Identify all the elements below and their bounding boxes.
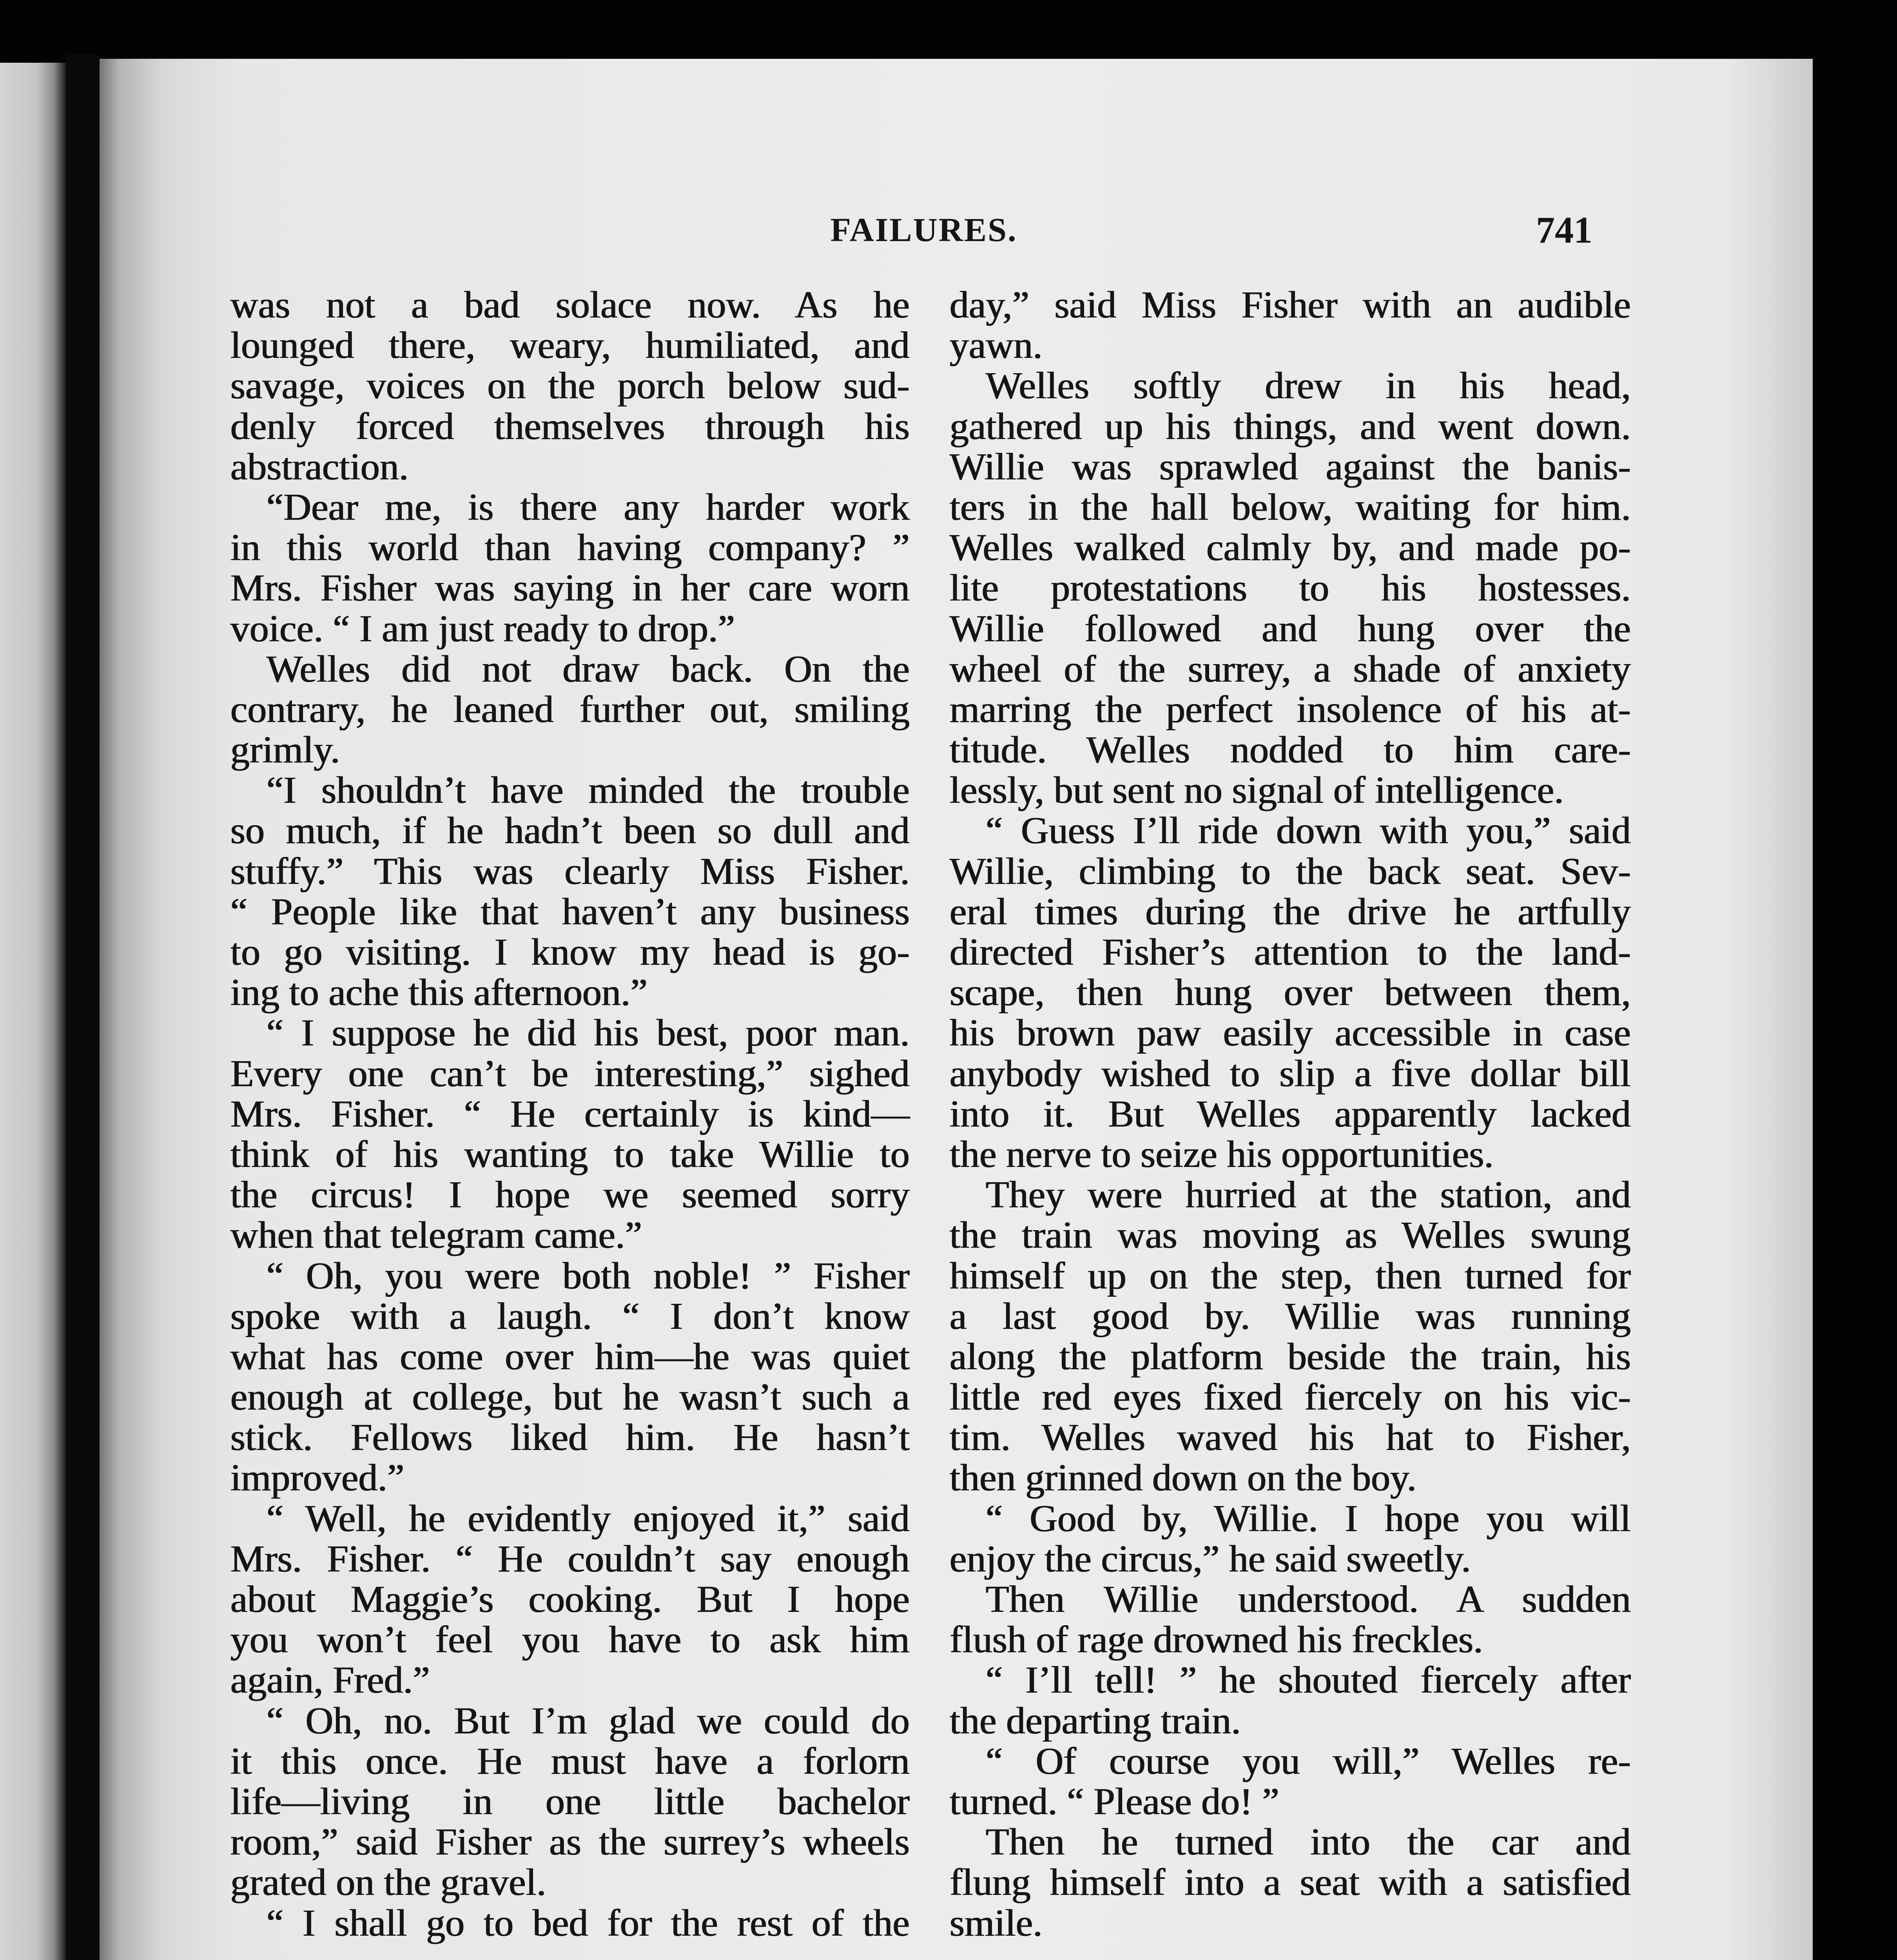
- text-line: ing to ache this afternoon.”: [230, 971, 647, 1014]
- text-line: yawn.: [949, 324, 1042, 367]
- paragraph: [949, 1741, 1630, 1822]
- text-line: lite protestations to his hostesses.: [949, 567, 1630, 610]
- page-number: 741: [1536, 209, 1592, 251]
- text-line: voice. “ I am just ready to drop.”: [230, 607, 735, 650]
- text-line: the train was moving as Welles swung: [949, 1214, 1630, 1257]
- text-line: so much, if he hadn’t been so dull and: [230, 809, 909, 852]
- paragraph: [949, 1499, 1630, 1579]
- text-line: abstraction.: [230, 445, 408, 488]
- paragraph: [230, 1256, 909, 1499]
- text-line: denly forced themselves through his: [230, 405, 909, 448]
- text-line: “ People like that haven’t any business: [230, 890, 909, 933]
- text-line: Welles walked calmly by, and made po-: [949, 526, 1630, 569]
- text-line: stick. Fellows liked him. He hasn’t: [230, 1416, 909, 1459]
- paragraph: [949, 1822, 1630, 1944]
- paragraph: [949, 1660, 1630, 1741]
- text-line: Then he turned into the car and: [985, 1821, 1630, 1864]
- text-line: “ Guess I’ll ride down with you,” said: [985, 809, 1630, 852]
- text-line: about Maggie’s cooking. But I hope: [230, 1578, 909, 1621]
- text-line: “ I shall go to bed for the rest of the: [266, 1902, 909, 1944]
- paragraph: [949, 285, 1630, 366]
- text-line: the departing train.: [949, 1699, 1240, 1742]
- text-line: Willie was sprawled against the banis-: [949, 445, 1630, 488]
- text-line: his brown paw easily accessible in case: [949, 1012, 1630, 1054]
- paragraph: [230, 285, 909, 487]
- text-line: wheel of the surrey, a shade of anxiety: [949, 648, 1630, 690]
- text-line: contrary, he leaned further out, smiling: [230, 688, 909, 731]
- text-line: stuffy.” This was clearly Miss Fisher.: [230, 850, 909, 893]
- paragraph: [949, 811, 1630, 1175]
- text-line: room,” said Fisher as the surrey’s wheels: [230, 1821, 909, 1864]
- text-line: enjoy the circus,” he said sweetly.: [949, 1537, 1471, 1580]
- text-line: scape, then hung over between them,: [949, 971, 1630, 1014]
- text-line: flush of rage drowned his freckles.: [949, 1619, 1483, 1661]
- text-line: “ Well, he evidently enjoyed it,” said: [266, 1497, 909, 1540]
- text-line: it this once. He must have a forlorn: [230, 1740, 909, 1782]
- text-line: “ I’ll tell! ” he shouted fiercely after: [985, 1659, 1630, 1702]
- running-head: FAILURES.: [830, 211, 1017, 249]
- text-line: savage, voices on the porch below sud-: [230, 365, 909, 407]
- text-line: lessly, but sent no signal of intelligence.: [949, 769, 1563, 812]
- text-line: anybody wished to slip a five dollar bill: [949, 1052, 1630, 1095]
- text-line: then grinned down on the boy.: [949, 1457, 1416, 1499]
- text-line: Mrs. Fisher. “ He couldn’t say enough: [230, 1537, 909, 1580]
- text-line: Mrs. Fisher was saying in her care worn: [230, 567, 909, 610]
- text-line: They were hurried at the station, and: [985, 1174, 1630, 1216]
- text-line: “I shouldn’t have minded the trouble: [266, 769, 909, 812]
- text-line: turned. “ Please do! ”: [949, 1780, 1279, 1823]
- paragraph: [230, 770, 909, 1013]
- text-line: spoke with a laugh. “ I don’t know: [230, 1295, 909, 1338]
- text-line: in this world than having company? ”: [230, 526, 909, 569]
- book-gutter: [66, 55, 100, 1960]
- text-line: to go visiting. I know my head is go-: [230, 931, 909, 973]
- paragraph: [949, 366, 1630, 811]
- text-line: Every one can’t be interesting,” sighed: [230, 1052, 909, 1095]
- text-line: a last good by. Willie was running: [949, 1295, 1630, 1338]
- text-line: “ I suppose he did his best, poor man.: [266, 1012, 909, 1054]
- previous-page-edge: [0, 63, 66, 1960]
- text-line: titude. Welles nodded to him care-: [949, 729, 1630, 771]
- text-line: marring the perfect insolence of his at-: [949, 688, 1630, 731]
- paragraph: [230, 1701, 909, 1903]
- text-line: “Dear me, is there any harder work: [266, 486, 909, 528]
- text-line: was not a bad solace now. As he: [230, 284, 909, 326]
- text-line: eral times during the drive he artfully: [949, 890, 1630, 933]
- text-line: the circus! I hope we seemed sorry: [230, 1174, 909, 1216]
- text-line: Willie followed and hung over the: [949, 607, 1630, 650]
- text-line: enough at college, but he wasn’t such a: [230, 1376, 909, 1419]
- paragraph: [230, 487, 909, 649]
- text-line: day,” said Miss Fisher with an audible: [949, 284, 1630, 326]
- paragraph: [949, 1579, 1630, 1660]
- text-line: what has come over him—he was quiet: [230, 1335, 909, 1378]
- text-line: lounged there, weary, humiliated, and: [230, 324, 909, 367]
- text-line: again, Fred.”: [230, 1659, 430, 1702]
- text-line: you won’t feel you have to ask him: [230, 1619, 909, 1661]
- text-line: when that telegram came.”: [230, 1214, 642, 1257]
- text-line: grated on the gravel.: [230, 1861, 546, 1904]
- paragraph: [230, 649, 909, 771]
- text-line: grimly.: [230, 729, 340, 771]
- text-line: flung himself into a seat with a satisfied: [949, 1861, 1630, 1904]
- text-line: himself up on the step, then turned for: [949, 1254, 1630, 1297]
- story-column: [949, 285, 1630, 1944]
- paragraph: [230, 1903, 909, 1944]
- magazine-page: [100, 59, 1813, 1960]
- text-line: smile.: [949, 1902, 1042, 1944]
- text-line: directed Fisher’s attention to the land-: [949, 931, 1630, 973]
- text-line: life—living in one little bachelor: [230, 1780, 909, 1823]
- text-line: little red eyes fixed fiercely on his vic-: [949, 1376, 1630, 1419]
- text-line: “ Of course you will,” Welles re-: [985, 1740, 1630, 1782]
- text-line: think of his wanting to take Willie to: [230, 1133, 909, 1176]
- text-line: Welles softly drew in his head,: [985, 365, 1630, 407]
- text-line: along the platform beside the train, his: [949, 1335, 1630, 1378]
- text-line: Then Willie understood. A sudden: [985, 1578, 1630, 1621]
- text-line: “ Oh, no. But I’m glad we could do: [266, 1699, 909, 1742]
- text-line: improved.”: [230, 1457, 404, 1499]
- text-line: Mrs. Fisher. “ He certainly is kind—: [230, 1093, 909, 1135]
- story-column: [230, 285, 909, 1944]
- text-line: into it. But Welles apparently lacked: [949, 1093, 1630, 1135]
- text-line: tim. Welles waved his hat to Fisher,: [949, 1416, 1630, 1459]
- text-line: “ Oh, you were both noble! ” Fisher: [266, 1254, 909, 1297]
- text-line: ters in the hall below, waiting for him.: [949, 486, 1630, 528]
- text-line: the nerve to seize his opportunities.: [949, 1133, 1493, 1176]
- text-line: Willie, climbing to the back seat. Sev-: [949, 850, 1630, 893]
- paragraph: [230, 1013, 909, 1256]
- paragraph: [230, 1499, 909, 1701]
- text-line: Welles did not draw back. On the: [266, 648, 909, 690]
- paragraph: [949, 1175, 1630, 1499]
- text-line: gathered up his things, and went down.: [949, 405, 1630, 448]
- text-line: “ Good by, Willie. I hope you will: [985, 1497, 1630, 1540]
